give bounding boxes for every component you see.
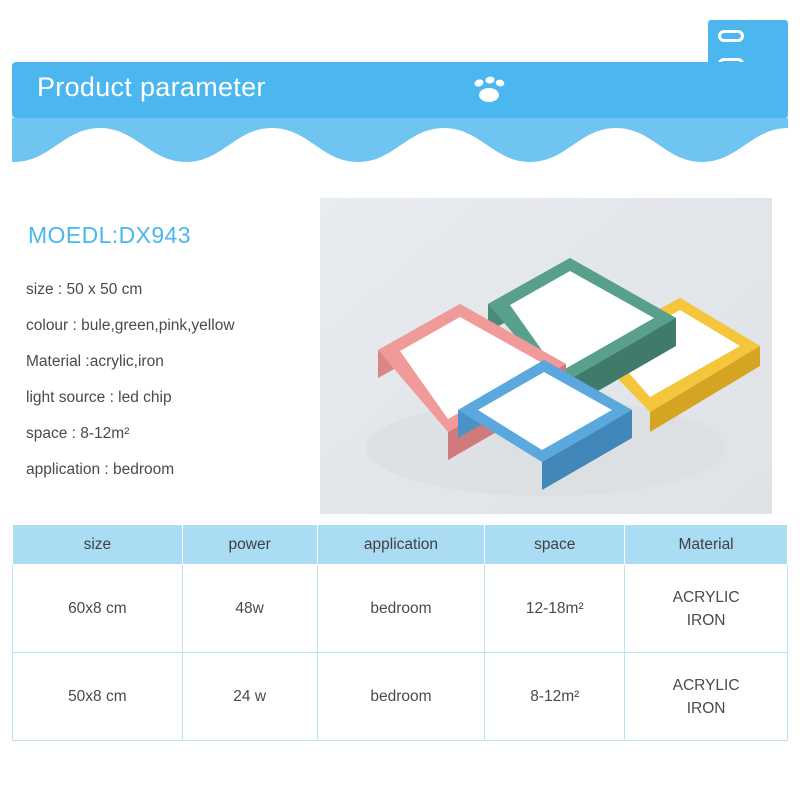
spec-list <box>26 272 326 488</box>
page-title: Product parameter <box>37 72 266 102</box>
spec-row-light-source: light source : led chip <box>26 389 172 406</box>
ceiling-lamp-illustration <box>320 198 772 514</box>
product-photo <box>320 198 772 514</box>
cell-material-line1: ACRYLIC <box>672 676 740 694</box>
cell-power: 24 w <box>182 653 317 741</box>
table-header-size: size <box>13 525 183 565</box>
header-banner <box>12 62 788 182</box>
cell-material <box>625 653 788 741</box>
cell-material-line1: ACRYLIC <box>672 588 740 606</box>
model-label: MOEDL:DX943 <box>28 222 191 248</box>
table-header-space: space <box>485 525 625 565</box>
cell-size: 60x8 cm <box>13 565 183 653</box>
binder-ring-icon <box>718 30 744 42</box>
cell-space: 12-18m² <box>485 565 625 653</box>
table-header-application: application <box>317 525 485 565</box>
cell-size: 50x8 cm <box>13 653 183 741</box>
table-header-row <box>13 525 788 565</box>
cell-power: 48w <box>182 565 317 653</box>
parameter-table <box>12 524 788 741</box>
table-header-material: Material <box>625 525 788 565</box>
cell-application: bedroom <box>317 565 485 653</box>
spec-row-material: Material :acrylic,iron <box>26 353 164 370</box>
spec-row-size: size : 50 x 50 cm <box>26 281 143 298</box>
cell-space: 8-12m² <box>485 653 625 741</box>
paw-print-icon <box>467 75 513 105</box>
spec-row-space: space : 8-12m² <box>26 425 130 442</box>
table-header-power: power <box>182 525 317 565</box>
cell-material-line2: IRON <box>686 611 726 629</box>
spec-row-application: application : bedroom <box>26 461 175 478</box>
spec-row-colour: colour : bule,green,pink,yellow <box>26 317 235 334</box>
cell-application: bedroom <box>317 653 485 741</box>
table-row <box>13 653 788 741</box>
table-row <box>13 565 788 653</box>
wave-divider <box>12 118 788 174</box>
cell-material-line2: IRON <box>686 699 726 717</box>
cell-material <box>625 565 788 653</box>
